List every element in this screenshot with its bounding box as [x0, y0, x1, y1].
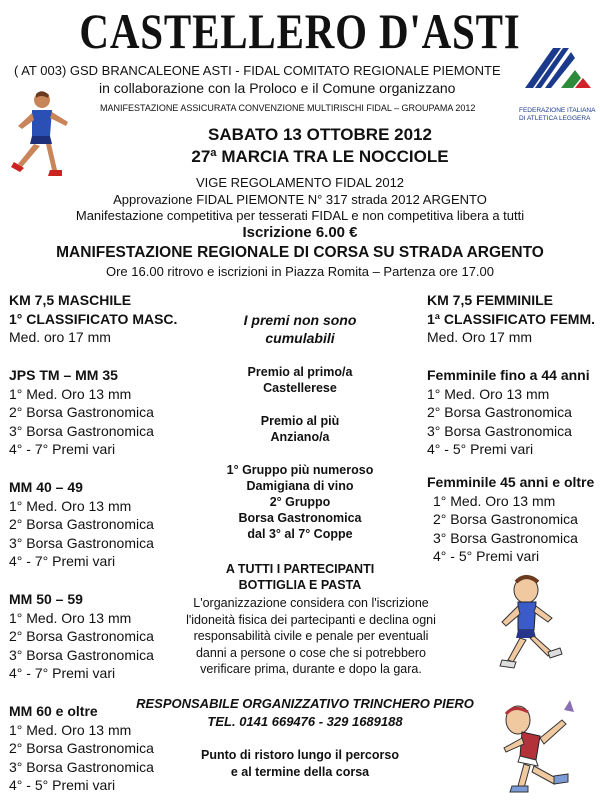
group-4: Borsa Gastronomica [238, 511, 362, 525]
prize-first-2: Castellerese [263, 381, 337, 395]
schedule-line: Ore 16.00 ritrovo e iscrizioni in Piazza Romita – Partenza ore 17.00 [105, 264, 495, 279]
left-col-s1 [9, 366, 154, 459]
group-1: 1° Gruppo più numeroso [226, 463, 374, 477]
group-5: dal 3° al 7° Coppe [247, 527, 353, 541]
fidal-logo-icon [517, 44, 597, 102]
disclaimer-block [166, 595, 456, 678]
right-s1-l4: 4° - 5° Premi vari [427, 441, 534, 457]
disclaimer-line: verificare prima, durante e dopo la gara. [200, 662, 422, 676]
right-s1-l2: 2° Borsa Gastronomica [427, 404, 572, 420]
left-s4-l1: 1° Med. Oro 13 mm [9, 721, 132, 738]
group-block [180, 462, 420, 542]
left-s3-l4: 4° - 7° Premi vari [9, 665, 116, 681]
left-s1-l3: 3° Borsa Gastronomica [9, 422, 154, 439]
logo-text-1: FEDERAZIONE ITALIANA [519, 107, 596, 114]
disclaimer-line: responsabilità civile e penale per eventuali [193, 629, 429, 643]
right-s2-l2: 2° Borsa Gastronomica [433, 511, 578, 527]
right-s2-l4: 4° - 5° Premi vari [433, 548, 540, 564]
prize-old-1: Premio al più [260, 414, 340, 428]
left-s4-l2: 2° Borsa Gastronomica [9, 740, 154, 756]
insurance-line: MANIFESTAZIONE ASSICURATA CONVENZIONE MULTIRISCHI FIDAL – GROUPAMA 2012 [100, 103, 476, 113]
no-cumul-2: cumulabili [265, 330, 335, 346]
runner-icon [8, 88, 88, 186]
approval-line: Approvazione FIDAL PIEMONTE N° 317 strada 2012 ARGENTO [113, 192, 487, 207]
tel-line: TEL. 0141 669476 - 329 1689188 [207, 714, 403, 729]
left-col-s2 [9, 478, 154, 571]
runner-cartoon-2 [484, 690, 584, 800]
all-1: A TUTTI I PARTECIPANTI [225, 562, 375, 576]
collab-line: in collaborazione con la Proloco e il Comune organizzano [99, 80, 456, 96]
competitive-line: Manifestazione competitiva per tesserati FIDAL e non competitiva libera a tutti [75, 208, 525, 223]
prize-old-block [190, 413, 410, 445]
prize-old-2: Anziano/a [270, 430, 330, 444]
group-3: 2° Gruppo [269, 495, 331, 509]
left-s2-l2: 2° Borsa Gastronomica [9, 516, 154, 532]
tired-runner-icon [486, 572, 576, 672]
logo-text-2: DI ATLETICA LEGGERA [519, 115, 591, 122]
left-s0-l0: KM 7,5 MASCHILE [9, 292, 132, 308]
right-s1-l0: Femminile fino a 44 anni [427, 367, 590, 383]
left-s1-l4: 4° - 7° Premi vari [9, 441, 116, 457]
left-s2-l3: 3° Borsa Gastronomica [9, 534, 154, 551]
left-s2-l0: MM 40 – 49 [9, 479, 83, 495]
group-2: Damigiana di vino [246, 479, 354, 493]
no-cumul-block [190, 311, 410, 347]
disclaimer-line: danni a persone o cose che si potrebbero [195, 645, 427, 660]
regional-line: MANIFESTAZIONE REGIONALE DI CORSA SU STRADA ARGENTO [56, 244, 544, 261]
left-s1-l2: 2° Borsa Gastronomica [9, 404, 154, 420]
right-s2-l1: 1° Med. Oro 13 mm [433, 492, 556, 509]
event-name: 27ª MARCIA TRA LE NOCCIOLE [191, 147, 449, 166]
right-s2-l3: 3° Borsa Gastronomica [433, 529, 578, 546]
right-s0-l0: KM 7,5 FEMMINILE [427, 292, 554, 308]
left-col-s3 [9, 590, 154, 683]
org-line: ( AT 003) GSD BRANCALEONE ASTI - FIDAL COMITATO REGIONALE PIEMONTE [14, 63, 501, 78]
fee-line: Iscrizione 6.00 € [242, 224, 358, 241]
left-s4-l3: 3° Borsa Gastronomica [9, 758, 154, 775]
contact-block [120, 695, 490, 731]
all-2: BOTTIGLIA E PASTA [238, 578, 362, 592]
right-s1-l3: 3° Borsa Gastronomica [427, 422, 572, 439]
left-s4-l4: 4° - 5° Premi vari [9, 777, 116, 793]
right-s2-l0: Femminile 45 anni e oltre [427, 474, 595, 490]
fidal-logo [517, 44, 597, 123]
right-col-s1 [427, 366, 590, 459]
left-s1-l1: 1° Med. Oro 13 mm [9, 385, 132, 402]
right-col-s2 [427, 473, 595, 566]
all-participants-block [180, 561, 420, 593]
event-date: SABATO 13 OTTOBRE 2012 [208, 125, 432, 144]
runner-cartoon-1 [486, 572, 576, 677]
right-s0-l1: 1ª CLASSIFICATO FEMM. [427, 310, 595, 327]
right-col-s0 [427, 291, 595, 347]
left-s4-l0: MM 60 e oltre [9, 703, 98, 719]
left-s1-l0: JPS TM – MM 35 [9, 367, 118, 383]
disclaimer-line: l'idoneità fisica dei partecipanti e declina ogni [186, 612, 436, 627]
left-s3-l2: 2° Borsa Gastronomica [9, 628, 154, 644]
prize-first-1: Premio al primo/a [247, 365, 353, 379]
refresh-block [180, 747, 420, 781]
left-s2-l1: 1° Med. Oro 13 mm [9, 497, 132, 514]
refresh-1: Punto di ristoro lungo il percorso [201, 748, 399, 762]
rules-line: VIGE REGOLAMENTO FIDAL 2012 [195, 175, 405, 190]
right-s0-l2: Med. Oro 17 mm [427, 329, 533, 345]
exhausted-runner-icon [484, 690, 584, 795]
disclaimer-line: L'organizzazione considera con l'iscrizione [193, 596, 429, 610]
left-s3-l3: 3° Borsa Gastronomica [9, 646, 154, 663]
left-s2-l4: 4° - 7° Premi vari [9, 553, 116, 569]
left-s3-l1: 1° Med. Oro 13 mm [9, 609, 132, 626]
right-s1-l1: 1° Med. Oro 13 mm [427, 385, 550, 402]
left-s0-l2: Med. oro 17 mm [9, 329, 111, 345]
page-title: CASTELLERO D'ASTI [79, 3, 521, 59]
responsible-line: RESPONSABILE ORGANIZZATIVO TRINCHERO PIERO [136, 696, 474, 711]
prize-first-block [190, 364, 410, 396]
no-cumul-1: I premi non sono [243, 312, 357, 328]
left-s3-l0: MM 50 – 59 [9, 591, 83, 607]
left-col-s0 [9, 291, 177, 347]
refresh-2: e al termine della corsa [230, 765, 370, 779]
left-s0-l1: 1° CLASSIFICATO MASC. [9, 310, 178, 327]
